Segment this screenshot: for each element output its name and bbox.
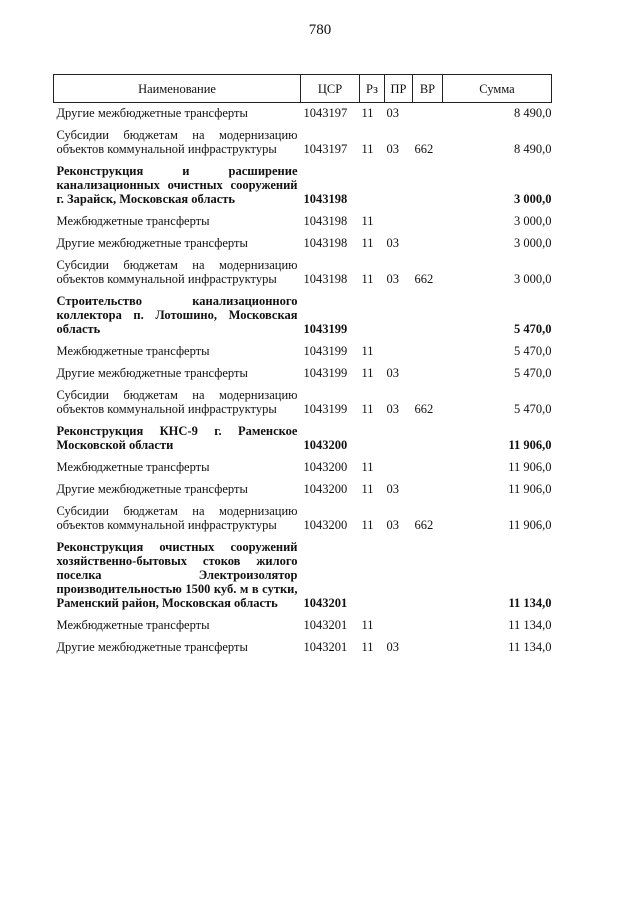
table-row (54, 125, 552, 161)
cell-rz: 11 (361, 460, 374, 474)
cell-vr (413, 457, 443, 479)
cell-csr: 1043201 (303, 640, 348, 654)
cell-csr: 1043198 (303, 236, 348, 250)
cell-name: Межбюджетные трансферты (56, 344, 210, 358)
cell-sum: 5 470,0 (514, 344, 552, 358)
cell-rz (360, 421, 385, 457)
cell-sum: 5 470,0 (514, 322, 552, 336)
cell-vr (413, 615, 443, 637)
cell-csr: 1043198 (303, 214, 348, 228)
cell-name: Реконструкция и расширение канализационных очистных сооружений г. Зарайск, Московская область (56, 164, 298, 206)
cell-sum: 8 490,0 (514, 106, 552, 120)
cell-vr (413, 537, 443, 615)
cell-pr (385, 291, 413, 341)
cell-rz: 11 (361, 482, 374, 496)
cell-sum: 11 906,0 (508, 518, 552, 532)
cell-pr: 03 (386, 272, 399, 286)
cell-name: Субсидии бюджетам на модернизацию объектов коммунальной инфраструктуры (56, 128, 298, 156)
cell-vr: 662 (414, 518, 434, 532)
cell-vr: 662 (414, 272, 434, 286)
cell-rz: 11 (361, 640, 374, 654)
cell-pr (385, 161, 413, 211)
table-row (54, 161, 552, 211)
cell-sum: 11 134,0 (508, 640, 552, 654)
cell-pr (385, 211, 413, 233)
cell-name: Другие межбюджетные трансферты (56, 236, 248, 250)
cell-name: Реконструкция очистных сооружений хозяйственно-бытовых стоков жилого поселка Электроизолятор производительностью 1500 куб. м в сутки, Раменский район, Московская область (56, 540, 298, 610)
cell-pr: 03 (386, 482, 399, 496)
cell-rz: 11 (361, 618, 374, 632)
cell-pr (385, 341, 413, 363)
table-row (54, 291, 552, 341)
table-row (54, 537, 552, 615)
cell-name: Субсидии бюджетам на модернизацию объектов коммунальной инфраструктуры (56, 388, 298, 416)
cell-csr: 1043200 (303, 460, 348, 474)
cell-pr: 03 (386, 236, 399, 250)
table-row (54, 103, 552, 126)
cell-pr: 03 (386, 402, 399, 416)
cell-csr: 1043201 (303, 596, 348, 610)
cell-sum: 5 470,0 (514, 366, 552, 380)
cell-vr (413, 637, 443, 659)
cell-name: Другие межбюджетные трансферты (56, 366, 248, 380)
column-header-csr: ЦСР (301, 75, 360, 103)
table-row (54, 615, 552, 637)
cell-sum: 8 490,0 (514, 142, 552, 156)
cell-vr (413, 479, 443, 501)
cell-csr: 1043199 (303, 402, 348, 416)
cell-csr: 1043200 (303, 518, 348, 532)
cell-rz: 11 (361, 272, 374, 286)
cell-csr: 1043199 (303, 322, 348, 336)
table-row (54, 341, 552, 363)
cell-name: Субсидии бюджетам на модернизацию объектов коммунальной инфраструктуры (56, 258, 298, 286)
cell-name: Другие межбюджетные трансферты (56, 640, 248, 654)
cell-name: Межбюджетные трансферты (56, 618, 210, 632)
cell-sum: 11 906,0 (508, 482, 552, 496)
cell-rz: 11 (361, 236, 374, 250)
cell-csr: 1043200 (303, 482, 348, 496)
column-header-sum: Сумма (443, 75, 552, 103)
table-body (54, 103, 552, 660)
cell-csr: 1043197 (303, 142, 348, 156)
column-header-vr: ВР (413, 75, 443, 103)
cell-pr: 03 (386, 640, 399, 654)
cell-sum: 3 000,0 (514, 214, 552, 228)
cell-csr: 1043201 (303, 618, 348, 632)
cell-sum: 11 134,0 (508, 596, 552, 610)
table-row (54, 211, 552, 233)
cell-rz (360, 161, 385, 211)
cell-name: Другие межбюджетные трансферты (56, 106, 248, 120)
cell-vr: 662 (414, 402, 434, 416)
cell-rz: 11 (361, 344, 374, 358)
cell-vr (413, 211, 443, 233)
cell-pr: 03 (386, 366, 399, 380)
cell-vr (413, 291, 443, 341)
cell-pr: 03 (386, 518, 399, 532)
table-row (54, 421, 552, 457)
cell-csr: 1043198 (303, 192, 348, 206)
cell-name: Другие межбюджетные трансферты (56, 482, 248, 496)
cell-name: Межбюджетные трансферты (56, 214, 210, 228)
cell-rz (360, 291, 385, 341)
cell-sum: 11 906,0 (508, 460, 552, 474)
cell-pr (385, 457, 413, 479)
table-row (54, 457, 552, 479)
cell-name: Межбюджетные трансферты (56, 460, 210, 474)
cell-sum: 3 000,0 (514, 192, 552, 206)
table-row (54, 501, 552, 537)
cell-name: Строительство канализационного коллектора п. Лотошино, Московская область (56, 294, 298, 336)
cell-rz: 11 (361, 366, 374, 380)
cell-vr (413, 161, 443, 211)
cell-vr: 662 (414, 142, 434, 156)
cell-pr: 03 (386, 106, 399, 120)
column-header-name: Наименование (54, 75, 301, 103)
cell-name: Реконструкция КНС-9 г. Раменское Московской области (56, 424, 298, 452)
cell-csr: 1043199 (303, 366, 348, 380)
column-header-rz: Рз (360, 75, 385, 103)
cell-vr (413, 421, 443, 457)
cell-csr: 1043197 (303, 106, 348, 120)
cell-rz: 11 (361, 402, 374, 416)
cell-vr (413, 103, 443, 126)
cell-pr (385, 421, 413, 457)
table-row (54, 385, 552, 421)
cell-csr: 1043200 (303, 438, 348, 452)
cell-rz: 11 (361, 142, 374, 156)
page-number: 780 (308, 22, 332, 38)
cell-sum: 5 470,0 (514, 402, 552, 416)
cell-vr (413, 363, 443, 385)
cell-sum: 11 134,0 (508, 618, 552, 632)
cell-pr (385, 615, 413, 637)
table-row (54, 363, 552, 385)
cell-rz: 11 (361, 106, 374, 120)
cell-sum: 3 000,0 (514, 236, 552, 250)
cell-pr (385, 537, 413, 615)
cell-sum: 3 000,0 (514, 272, 552, 286)
table-row (54, 479, 552, 501)
cell-csr: 1043198 (303, 272, 348, 286)
cell-csr: 1043199 (303, 344, 348, 358)
column-header-pr: ПР (385, 75, 413, 103)
table-row (54, 233, 552, 255)
table-row (54, 255, 552, 291)
cell-vr (413, 233, 443, 255)
cell-rz: 11 (361, 518, 374, 532)
cell-sum: 11 906,0 (508, 438, 552, 452)
budget-table (53, 74, 552, 659)
cell-pr: 03 (386, 142, 399, 156)
cell-name: Субсидии бюджетам на модернизацию объектов коммунальной инфраструктуры (56, 504, 298, 532)
table-row (54, 637, 552, 659)
cell-rz: 11 (361, 214, 374, 228)
cell-vr (413, 341, 443, 363)
table-header-row (54, 75, 552, 103)
cell-rz (360, 537, 385, 615)
